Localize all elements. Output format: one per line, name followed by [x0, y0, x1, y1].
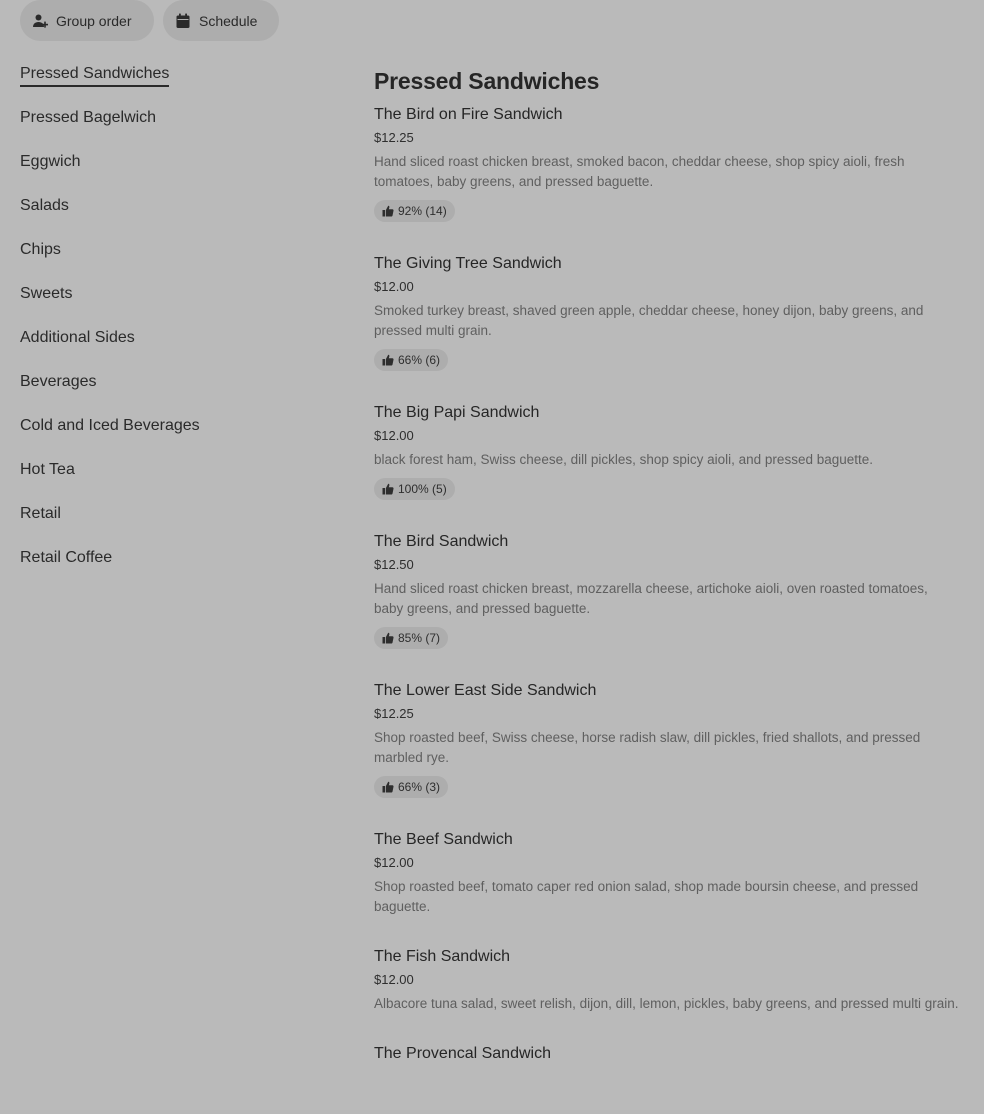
menu-item[interactable]: [374, 105, 960, 222]
item-name: The Bird Sandwich: [374, 533, 509, 550]
rating-badge: [374, 776, 448, 798]
item-description: Shop roasted beef, Swiss cheese, horse radish slaw, dill pickles, fried shallots, and pressed marbled rye.: [374, 730, 921, 765]
item-price: $12.00: [374, 972, 414, 987]
rating-text: 66% (6): [398, 353, 441, 367]
sidebar-item-label: Beverages: [20, 373, 97, 390]
item-price: $12.50: [374, 557, 414, 572]
rating-badge: [374, 200, 455, 222]
section-title: Pressed Sandwiches: [374, 68, 600, 94]
sidebar-item-label: Hot Tea: [20, 461, 75, 478]
calendar-icon: [175, 13, 191, 29]
sidebar-item-retail-coffee[interactable]: [20, 548, 340, 592]
item-name: The Provencal Sandwich: [374, 1045, 551, 1062]
rating-badge: [374, 627, 448, 649]
item-description: black forest ham, Swiss cheese, dill pickles, shop spicy aioli, and pressed baguette.: [374, 452, 874, 467]
rating-text: 100% (5): [398, 482, 447, 496]
schedule-label: Schedule: [199, 12, 258, 29]
rating-text: 92% (14): [398, 204, 447, 218]
sidebar-item-label: Sweets: [20, 285, 73, 302]
item-description: Smoked turkey breast, shaved green apple, cheddar cheese, honey dijon, baby greens, and pressed multi grain.: [374, 303, 924, 338]
menu-item[interactable]: [374, 1044, 960, 1064]
rating-badge: [374, 349, 448, 371]
sidebar-item-label: Eggwich: [20, 153, 81, 170]
group-order-button[interactable]: [20, 0, 154, 41]
rating-text: 66% (3): [398, 780, 441, 794]
thumbs-up-icon: [382, 205, 394, 217]
item-price: $12.00: [374, 855, 414, 870]
item-description: Hand sliced roast chicken breast, mozzarella cheese, artichoke aioli, oven roasted tomatoes, baby greens, and pressed baguette.: [374, 581, 928, 616]
sidebar-item-eggwich[interactable]: [20, 152, 340, 196]
item-price: $12.00: [374, 428, 414, 443]
rating-badge: [374, 478, 455, 500]
menu-section: [374, 64, 960, 1064]
schedule-button[interactable]: [163, 0, 279, 41]
menu-item[interactable]: [374, 532, 960, 649]
sidebar-item-cold-and-iced-beverages[interactable]: [20, 416, 340, 460]
category-sidebar: [20, 64, 340, 592]
order-actions: [20, 0, 279, 41]
sidebar-item-pressed-sandwiches[interactable]: [20, 64, 340, 108]
add-person-icon: [32, 13, 48, 29]
item-name: The Lower East Side Sandwich: [374, 682, 597, 699]
item-name: The Fish Sandwich: [374, 948, 511, 965]
sidebar-item-chips[interactable]: [20, 240, 340, 284]
menu-item[interactable]: [374, 254, 960, 371]
rating-text: 85% (7): [398, 631, 441, 645]
item-description: Shop roasted beef, tomato caper red onion salad, shop made boursin cheese, and pressed baguette.: [374, 879, 919, 914]
sidebar-item-label: Salads: [20, 197, 69, 214]
menu-item[interactable]: [374, 681, 960, 798]
sidebar-item-label: Pressed Sandwiches: [20, 64, 169, 87]
item-name: The Giving Tree Sandwich: [374, 255, 562, 272]
sidebar-item-sweets[interactable]: [20, 284, 340, 328]
thumbs-up-icon: [382, 632, 394, 644]
sidebar-item-label: Retail: [20, 505, 61, 522]
item-name: The Big Papi Sandwich: [374, 404, 540, 421]
sidebar-item-pressed-bagelwich[interactable]: [20, 108, 340, 152]
item-description: Albacore tuna salad, sweet relish, dijon, dill, lemon, pickles, baby greens, and pressed multi grain.: [374, 996, 959, 1011]
sidebar-item-beverages[interactable]: [20, 372, 340, 416]
sidebar-item-label: Retail Coffee: [20, 549, 113, 566]
sidebar-item-label: Chips: [20, 241, 61, 258]
sidebar-item-label: Additional Sides: [20, 329, 135, 346]
thumbs-up-icon: [382, 354, 394, 366]
sidebar-item-retail[interactable]: [20, 504, 340, 548]
item-price: $12.25: [374, 130, 414, 145]
item-price: $12.00: [374, 279, 414, 294]
menu-item[interactable]: [374, 403, 960, 500]
menu-item[interactable]: [374, 830, 960, 917]
thumbs-up-icon: [382, 781, 394, 793]
item-price: $12.25: [374, 706, 414, 721]
group-order-label: Group order: [56, 12, 132, 29]
item-name: The Bird on Fire Sandwich: [374, 106, 563, 123]
item-name: The Beef Sandwich: [374, 831, 513, 848]
sidebar-item-hot-tea[interactable]: [20, 460, 340, 504]
sidebar-item-salads[interactable]: [20, 196, 340, 240]
sidebar-item-label: Pressed Bagelwich: [20, 109, 157, 126]
thumbs-up-icon: [382, 483, 394, 495]
item-description: Hand sliced roast chicken breast, smoked bacon, cheddar cheese, shop spicy aioli, fresh tomatoes, baby greens, and pressed baguette.: [374, 154, 905, 189]
menu-item[interactable]: [374, 947, 960, 1014]
sidebar-item-label: Cold and Iced Beverages: [20, 417, 200, 434]
sidebar-item-additional-sides[interactable]: [20, 328, 340, 372]
